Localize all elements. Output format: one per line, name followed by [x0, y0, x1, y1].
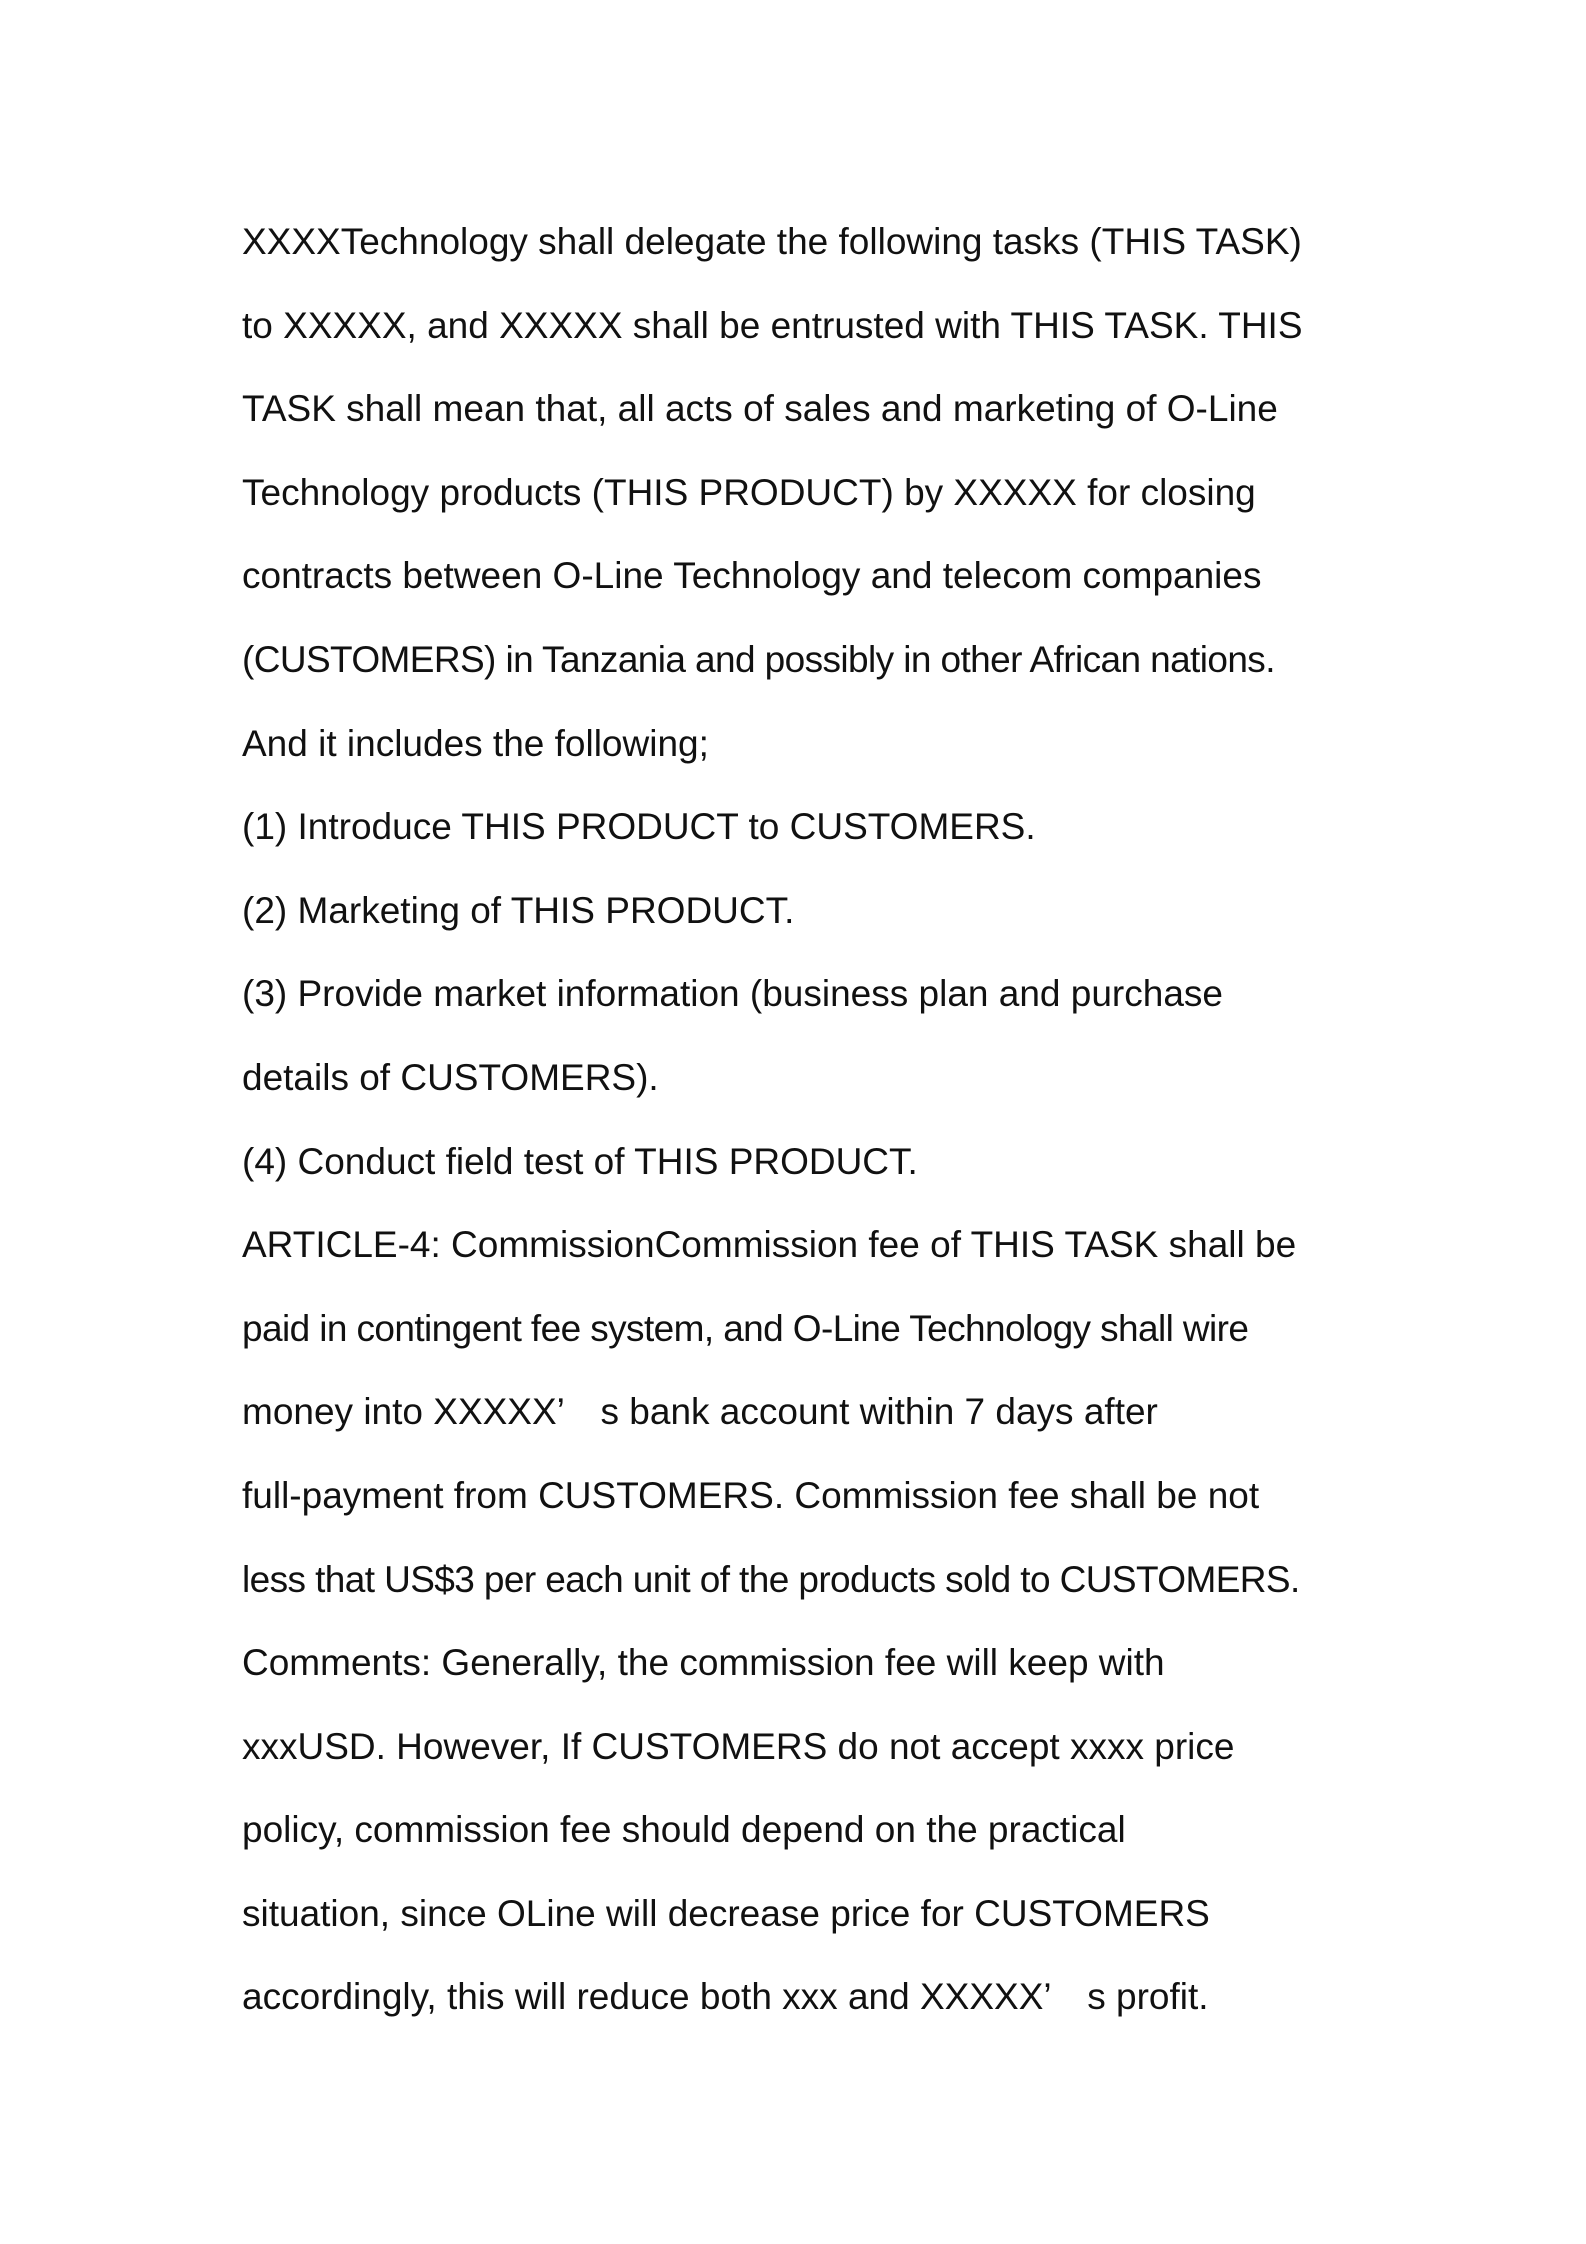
comments-line: Comments: Generally, the commission fee will keep with [242, 1642, 1165, 1684]
article-heading-line: ARTICLE-4: CommissionCommission fee of THIS TASK shall be [242, 1224, 1297, 1266]
list-item: (3) Provide market information (business plan and purchase [242, 973, 1223, 1015]
text-line: Technology products (THIS PRODUCT) by XXXXX for closing [242, 471, 1256, 513]
document-body [242, 200, 1362, 2039]
list-item: (2) Marketing of THIS PRODUCT. [242, 889, 795, 931]
text-line: full-payment from CUSTOMERS. Commission fee shall be not [242, 1474, 1260, 1516]
list-item: (1) Introduce THIS PRODUCT to CUSTOMERS. [242, 806, 1036, 848]
text-line: to XXXXX, and XXXXX shall be entrusted with THIS TASK. THIS [242, 304, 1303, 346]
list-item: (4) Conduct field test of THIS PRODUCT. [242, 1140, 918, 1182]
text-line: policy, commission fee should depend on the practical [242, 1809, 1126, 1851]
text-line: accordingly, this will reduce both xxx and XXXXX’ s profit. [242, 1976, 1209, 2018]
text-line: paid in contingent fee system, and O-Line Technology shall wire [242, 1307, 1249, 1349]
text-line: And it includes the following; [242, 722, 709, 764]
text-line: less that US$3 per each unit of the products sold to CUSTOMERS. [242, 1558, 1300, 1600]
text-line: xxxUSD. However, If CUSTOMERS do not accept xxxx price [242, 1725, 1235, 1767]
text-line: contracts between O-Line Technology and telecom companies [242, 555, 1262, 597]
text-line: situation, since OLine will decrease price for CUSTOMERS [242, 1892, 1210, 1934]
text-line: details of CUSTOMERS). [242, 1056, 659, 1098]
text-line: XXXXTechnology shall delegate the following tasks (THIS TASK) [242, 221, 1302, 262]
text-line: money into XXXXX’ s bank account within 7 days after [242, 1391, 1158, 1433]
text-line: (CUSTOMERS) in Tanzania and possibly in other African nations. [242, 638, 1275, 680]
text-line: TASK shall mean that, all acts of sales and marketing of O-Line [242, 388, 1278, 430]
